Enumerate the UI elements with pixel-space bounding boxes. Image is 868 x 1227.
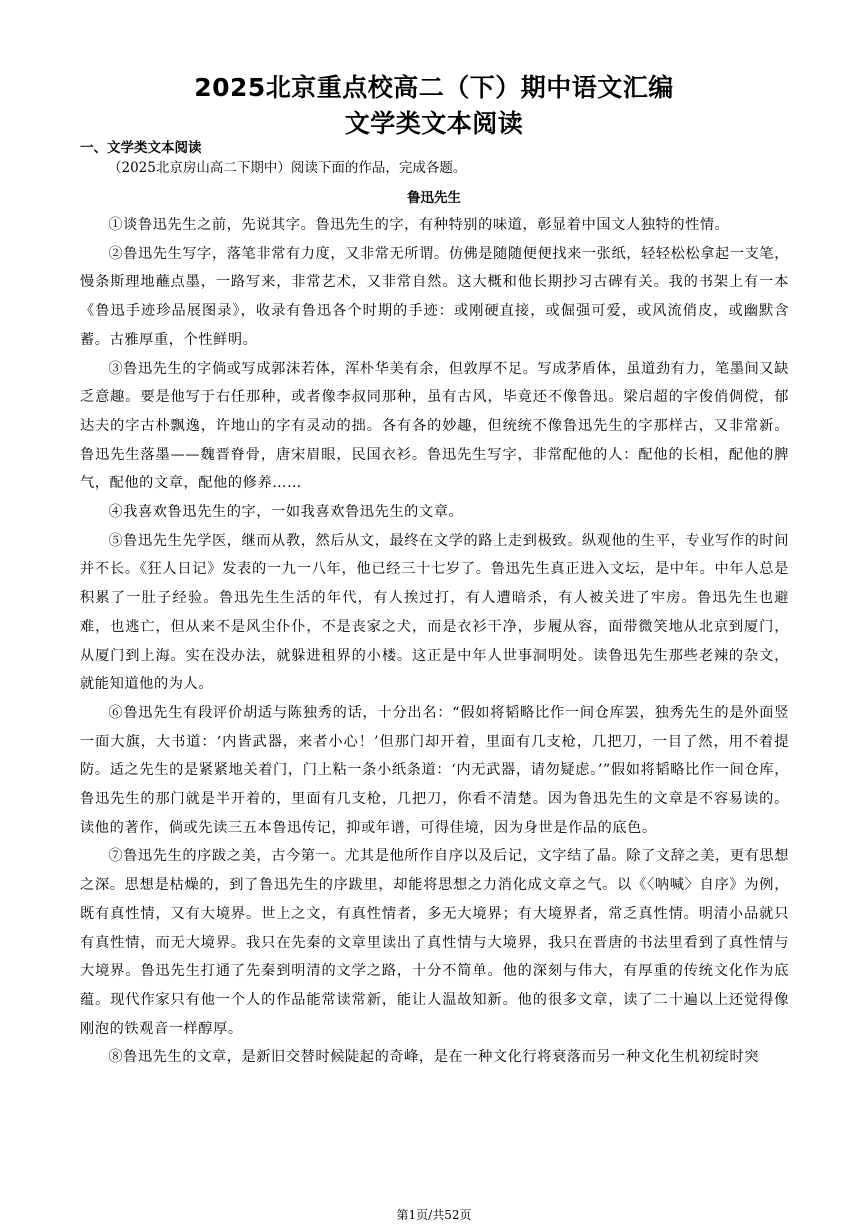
paragraph-6: ⑥鲁迅先生有段评价胡适与陈独秀的话，十分出名：“假如将韬略比作一间仓库罢，独秀先生的是外面竖一面大旗，大书道：‘内皆武器，来者小心！’但那门却开着，里面有几支枪，几把刀，一目了然，用不着提防。适之先生的是紧紧地关着门，门上粘一条小纸条道：‘内无武器，请勿疑虑。’”假如将韬略比作一间仓库，鲁迅先生的那门就是半开着的，里面有几支枪，几把刀，你看不清楚。因为鲁迅先生的文章是不容易读的。读他的著作，倘或先读三五本鲁迅传记，抑或年谱，可得佳境，因为身世是作品的底色。 <box>80 704 789 836</box>
document-title: 2025北京重点校高二（下）期中语文汇编 <box>194 73 674 102</box>
paragraph-3: ③鲁迅先生的字倘或写成郭沫若体，浑朴华美有余，但敦厚不足。写成茅盾体，虽道劲有力，笔墨间又缺乏意趣。要是他写于右任那种，或者像李叔同那种，虽有古风，毕竟还不像鲁迅。梁启超的字俊俏倜傥，郁达夫的字古朴飘逸，许地山的字有灵动的拙。各有各的妙趣，但统统不像鲁迅先生的字那样古，又非常新。鲁迅先生落墨——魏晋脊骨，唐宋眉眼，民国衣衫。鲁迅先生写字，非常配他的人：配他的长相，配他的脾气，配他的文章，配他的修养…… <box>80 360 789 492</box>
question-intro: （2025北京房山高二下期中）阅读下面的作品，完成各题。 <box>108 160 467 176</box>
page-number: 第1页/共52页 <box>396 1208 472 1222</box>
section-heading: 一、文学类文本阅读 <box>80 140 202 156</box>
paragraph-8: ⑧鲁迅先生的文章，是新旧交替时候陡起的奇峰，是在一种文化行将衰落而另一种文化生机初绽时突 <box>108 1049 760 1066</box>
document-subtitle: 文学类文本阅读 <box>344 109 524 138</box>
paragraph-4: ④我喜欢鲁迅先生的字，一如我喜欢鲁迅先生的文章。 <box>108 504 464 521</box>
article-title: 鲁迅先生 <box>407 190 461 206</box>
paragraph-2: ②鲁迅先生写字，落笔非常有力度，又非常无所谓。仿佛是随随便便找来一张纸，轻轻松松拿起一支笔，慢条斯理地蘸点墨，一路写来，非常艺术，又非常自然。这大概和他长期抄习古碑有关。我的书架上有一本《鲁迅手迹珍品展图录》，收录有鲁迅各个时期的手迹：或刚硬直接，或倔强可爱，或风流俏皮，或幽默含蓄。古雅厚重，个性鲜明。 <box>80 245 789 348</box>
paragraph-1: ①谈鲁迅先生之前，先说其字。鲁迅先生的字，有种特别的味道，彰显着中国文人独特的性情。 <box>108 217 730 233</box>
article-body <box>80 211 789 1072</box>
paragraph-5: ⑤鲁迅先生先学医，继而从教，然后从文，最终在文学的路上走到极致。纵观他的生平，专业写作的时间并不长。《狂人日记》发表的一九一八年，他已经三十七岁了。鲁迅先生真正进入文坛，是中年。中年人总是积累了一肚子经验。鲁迅先生生活的年代，有人挨过打，有人遭暗杀，有人被关进了牢房。鲁迅先生也避难，也逃亡，但从来不是风尘仆仆，不是丧家之犬，而是衣衫干净，步履从容，面带微笑地从北京到厦门，从厦门到上海。实在没办法，就躲进租界的小楼。这正是中年人世事洞明处。读鲁迅先生那些老辣的杂文，就能知道他的为人。 <box>80 532 789 693</box>
paragraph-7: ⑦鲁迅先生的序跋之美，古今第一。尤其是他所作自序以及后记，文字结了晶。除了文辞之美，更有思想之深。思想是枯燥的，到了鲁迅先生的序跋里，却能将思想之力消化成文章之气。以《〈呐喊〉自序》为例，既有真性情，又有大境界。世上之文，有真性情者，多无大境界；有大境界者，常乏真性情。明清小品就只有真性情，而无大境界。我只在先秦的文章里读出了真性情与大境界，我只在晋唐的书法里看到了真性情与大境界。鲁迅先生打通了先秦到明清的文学之路，十分不简单。他的深刻与伟大，有厚重的传统文化作为底蕴。现代作家只有他一个人的作品能常读常新，能让人温故知新。他的很多文章，读了二十遍以上还觉得像刚泡的铁观音一样醇厚。 <box>80 848 789 1037</box>
